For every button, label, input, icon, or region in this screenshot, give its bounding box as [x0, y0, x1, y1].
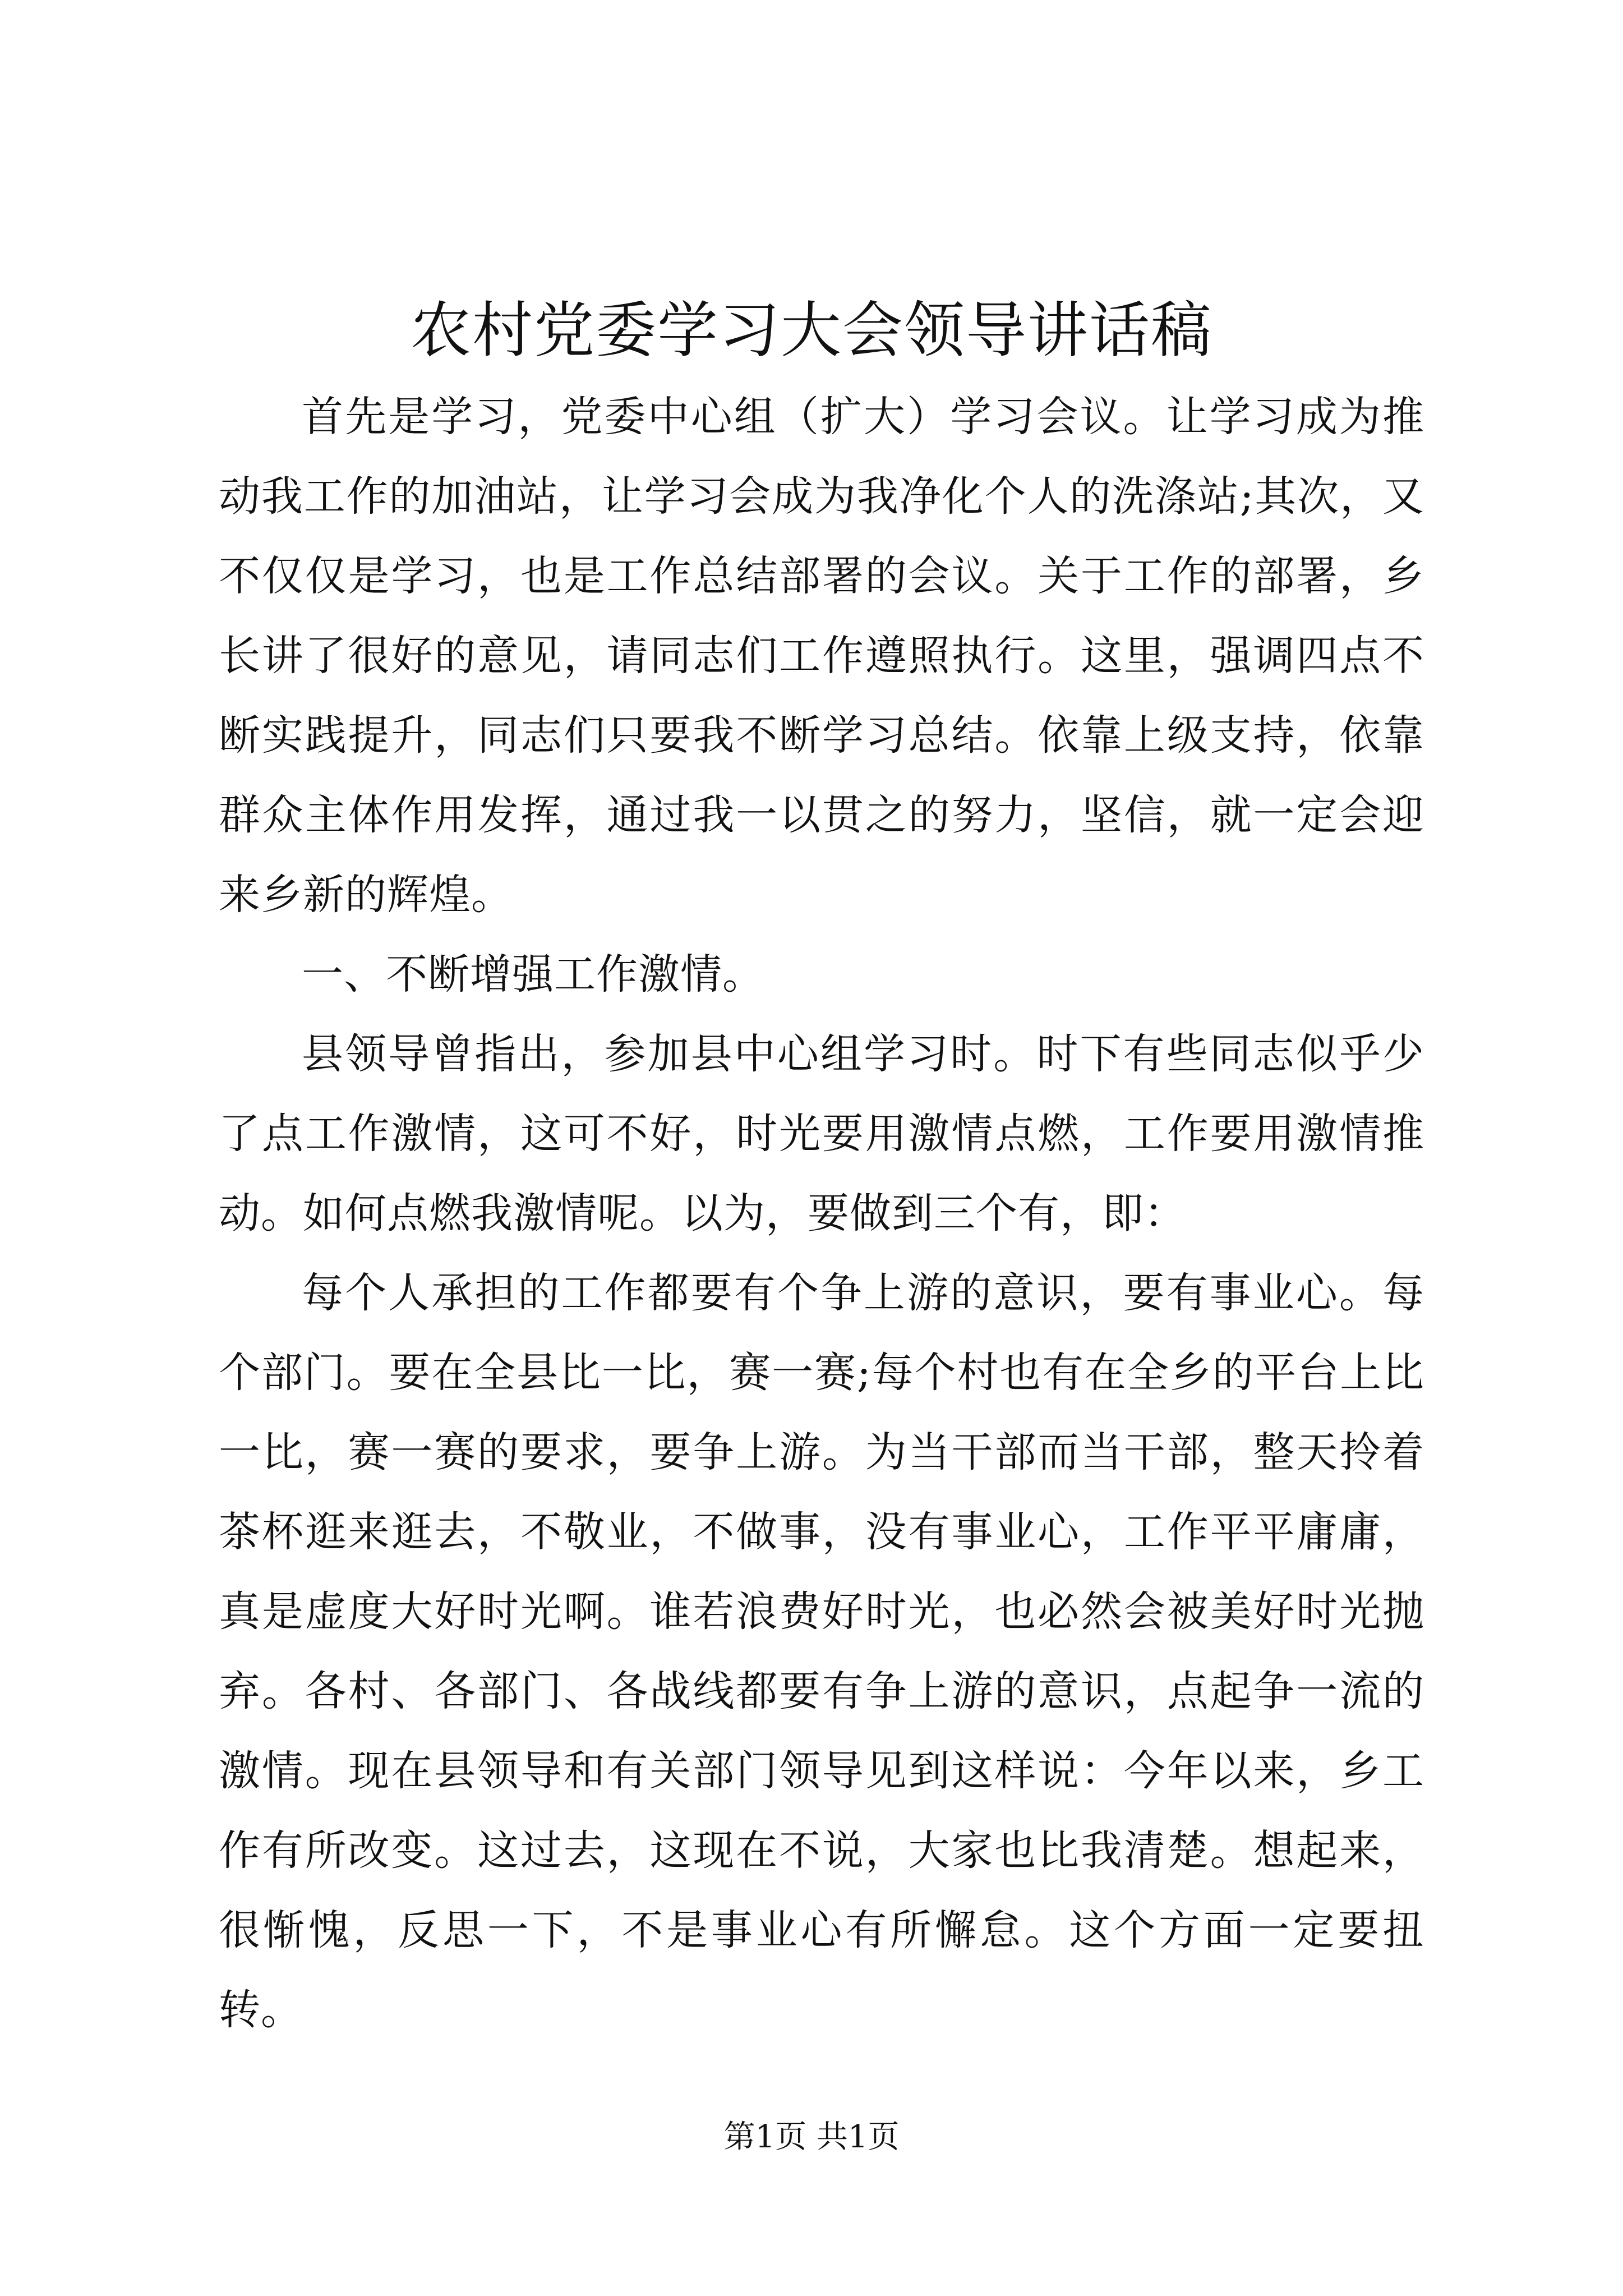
paragraph-intro: 首先是学习，党委中心组（扩大）学习会议。让学习成为推动我工作的加油站，让学习会成为我净化个人的洗涤站;其次，又不仅仅是学习，也是工作总结部署的会议。关于工作的部署，乡长讲了很好的意见，请同志们工作遵照执行。这里，强调四点不断实践提升，同志们只要我不断学习总结。依靠上级支持，依靠群众主体作用发挥，通过我一以贯之的努力，坚信，就一定会迎来乡新的辉煌。 — [219, 393, 1424, 919]
paragraph-responsibility: 每个人承担的工作都要有个争上游的意识，要有事业心。每个部门。要在全县比一比，赛一赛;每个村也有在全乡的平台上比一比，赛一赛的要求，要争上游。为当干部而当干部，整天拎着茶杯逛来逛去，不敬业，不做事，没有事业心，工作平平庸庸，真是虚度大好时光啊。谁若浪费好时光，也必然会被美好时光抛弃。各村、各部门、各战线都要有争上游的意识，点起争一流的激情。现在县领导和有关部门领导见到这样说：今年以来，乡工作有所改变。这过去，这现在不说，大家也比我清楚。想起来，很惭愧，反思一下，不是事业心有所懈怠。这个方面一定要扭转。 — [219, 1269, 1424, 2034]
document-title: 农村党委学习大会领导讲话稿 — [410, 296, 1212, 366]
paragraph-section-heading: 一、不断增强工作激情。 — [302, 950, 764, 999]
paragraph-county-leader: 县领导曾指出，参加县中心组学习时。时下有些同志似乎少了点工作激情，这可不好，时光要用激情点燃，工作要用激情推动。如何点燃我激情呢。以为，要做到三个有，即： — [219, 1030, 1424, 1237]
page-footer: 第1页 共1页 — [723, 2119, 900, 2155]
document-body — [219, 377, 1424, 2050]
